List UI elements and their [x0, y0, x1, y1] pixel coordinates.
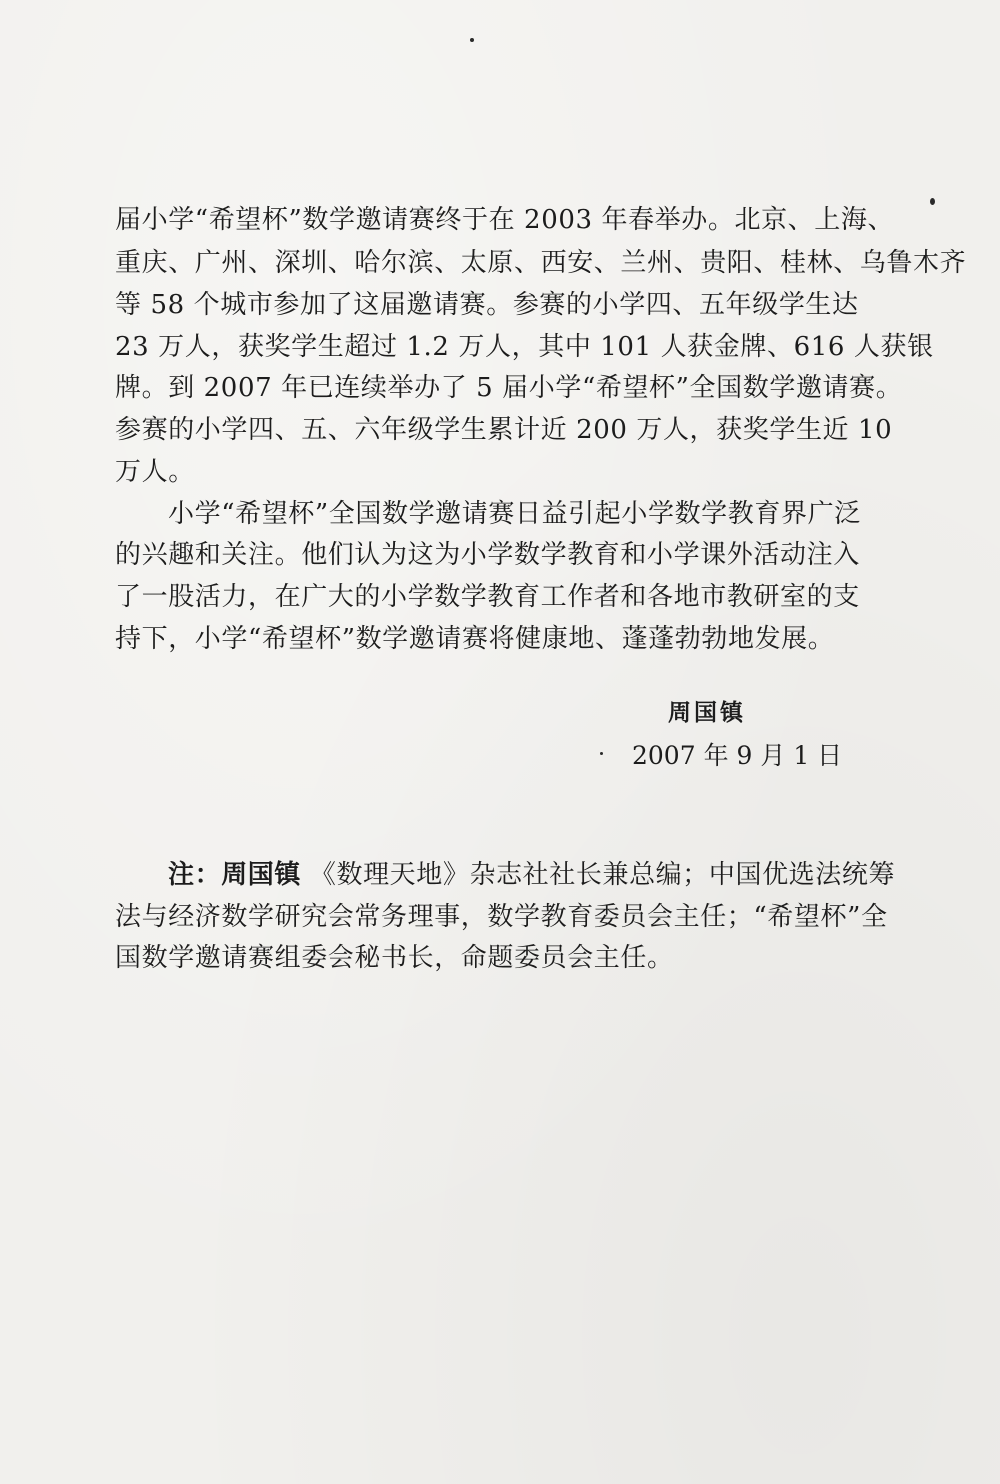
scan-speck: [600, 752, 603, 755]
scan-speck: [930, 198, 935, 205]
body-text-line: 牌。到 2007 年已连续举办了 5 届小学“希望杯”全国数学邀请赛。: [115, 373, 903, 403]
note-line: 国数学邀请赛组委会秘书长，命题委员会主任。: [115, 943, 674, 973]
body-text-line: 重庆、广州、深圳、哈尔滨、太原、西安、兰州、贵阳、桂林、乌鲁木齐: [115, 248, 967, 278]
body-text-line: 等 58 个城市参加了这届邀请赛。参赛的小学四、五年级学生达: [115, 290, 859, 320]
note-text: 《数理天地》杂志社社长兼总编；中国优选法统筹: [301, 860, 896, 890]
note-line: 法与经济数学研究会常务理事，数学教育委员会主任；“希望杯”全: [115, 902, 888, 932]
body-text-line: 届小学“希望杯”数学邀请赛终于在 2003 年春举办。北京、上海、: [115, 205, 895, 235]
note-label: 注：周国镇: [168, 860, 302, 890]
body-text-line: 了一股活力，在广大的小学数学教育工作者和各地市教研室的支: [115, 582, 860, 612]
body-text-line: 参赛的小学四、五、六年级学生累计近 200 万人，获奖学生近 10: [115, 415, 893, 445]
body-text-line: 的兴趣和关注。他们认为这为小学数学教育和小学课外活动注入: [115, 540, 860, 570]
signature-name: 周国镇: [668, 699, 746, 726]
signature-date: 2007 年 9 月 1 日: [632, 741, 843, 770]
body-text-line: 小学“希望杯”全国数学邀请赛日益引起小学数学教育界广泛: [168, 499, 861, 529]
note-line: [168, 860, 895, 890]
body-text-line: 万人。: [115, 457, 195, 487]
body-text-line: 持下，小学“希望杯”数学邀请赛将健康地、蓬蓬勃勃地发展。: [115, 624, 835, 654]
body-text-line: 23 万人，获奖学生超过 1.2 万人，其中 101 人获金牌、616 人获银: [115, 332, 934, 362]
scan-speck: [470, 38, 474, 42]
